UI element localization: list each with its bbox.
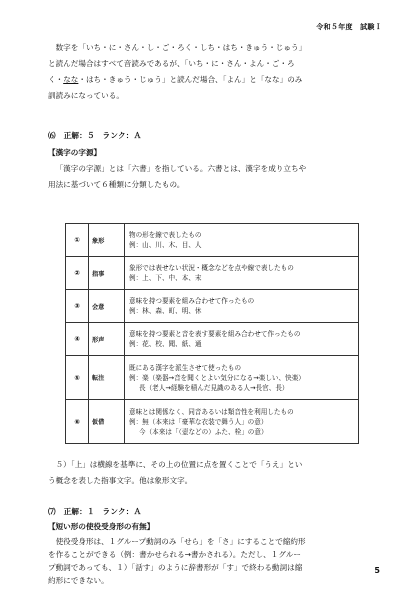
table-row	[66, 290, 359, 323]
desc-line: 象形では表せない状況・概念などを点や線で表したもの	[129, 264, 294, 272]
q6-subheading: 【漢字の字源】	[48, 148, 102, 157]
row-category: 会意	[89, 290, 125, 323]
page-number: 5	[374, 566, 380, 575]
desc-example-cont: 長（老人→経験を積んだ見識のある人→長官、長）	[139, 383, 289, 392]
desc-line: 意味とは関係なく、同音あるいは類音性を利用したもの	[129, 407, 294, 416]
row-category: 象形	[89, 224, 125, 257]
q6-text-line-2: 用法に基づいて６種類に分類したもの。	[48, 180, 185, 189]
intro-paragraph	[48, 40, 378, 104]
q6-intro	[48, 161, 378, 193]
intro-line-3b: ・はち・きゅう・じゅう」と読んだ場合、「よん」と「なな」のみ	[78, 75, 303, 84]
desc-line: 意味を持つ要素と音を表す要素を組み合わせて作ったもの	[129, 330, 301, 338]
row-description	[125, 356, 359, 400]
row-category: 指事	[89, 257, 125, 290]
row-number: ④	[66, 323, 89, 356]
desc-line: 意味を持つ要素を組み合わせて作ったもの	[129, 297, 255, 305]
row-number: ①	[66, 224, 89, 257]
q7-text-line-3: プ動詞であっても、１）「話す」のように辞書形が「す」で終わる動詞は縮	[48, 563, 303, 572]
row-number: ②	[66, 257, 89, 290]
q7-text-line-4: 約形にできない。	[48, 576, 109, 585]
table-row	[66, 356, 359, 400]
q7-heading: ⑺ 正解：１ ランク：Ａ	[48, 507, 142, 516]
q7-text-line-2: を作ることができる（例：書かせられる→書かされる）。ただし、１グルー	[48, 550, 301, 559]
row-number: ③	[66, 290, 89, 323]
intro-line-2: と読んだ場合はすべて音読みであるが、「いち・に・さん・よん・ご・ろ	[48, 59, 295, 68]
row-category: 仮借	[89, 400, 125, 444]
q7-text-line-1: 使役受身形は、１グループ動詞のみ「せら」を「さ」にすることで縮約形	[55, 537, 306, 546]
table-row	[66, 400, 359, 444]
row-description	[125, 290, 359, 323]
q6-heading: ⑹ 正解：５ ランク：Ａ	[48, 131, 142, 140]
q6-note	[48, 457, 378, 489]
row-description	[125, 323, 359, 356]
row-description	[125, 257, 359, 290]
row-number: ⑥	[66, 400, 89, 444]
desc-example: 例：無（本来は「豪華な衣装で舞う人」の意）	[129, 417, 268, 426]
desc-example: 例：林、森、町、明、休	[129, 307, 202, 315]
q7-subheading: 【短い形の使役受身形の有無】	[48, 522, 155, 531]
intro-line-4: 訓読みになっている。	[48, 91, 124, 100]
row-number: ⑤	[66, 356, 89, 400]
desc-example: 例：上、下、中、本、末	[129, 274, 202, 282]
intro-underlined-nana: なな	[63, 75, 79, 84]
desc-line: 既にある漢字を派生させて使ったもの	[129, 363, 242, 372]
row-category: 形声	[89, 323, 125, 356]
q6-note-line-2: う概念を表した指事文字。他は象形文字。	[48, 476, 193, 485]
intro-line-3a: く・	[48, 75, 64, 84]
page-header: 令和５年度 試験Ｉ	[316, 23, 382, 31]
row-category: 転注	[89, 356, 125, 400]
desc-example: 例：花、校、聞、紙、通	[129, 340, 202, 348]
table-row	[66, 224, 359, 257]
desc-example: 例：山、川、木、目、人	[129, 241, 202, 249]
q7-body	[48, 535, 378, 587]
row-description	[125, 400, 359, 444]
desc-example-cont: 今（本来は「（壺などの）ふた、栓」の意）	[139, 427, 268, 436]
intro-line-1: 数字を「いち・に・さん・し・ご・ろく・しち・はち・きゅう・じゅう」	[55, 43, 307, 52]
q6-note-line-1: ５）「上」は横線を基準に、その上の位置に点を置くことで「うえ」とい	[55, 460, 303, 469]
desc-example: 例：楽（楽器→音を聞くとよい気分になる→楽しい、快楽）	[129, 373, 305, 382]
q6-text-line-1: 「漢字の字源」とは「六書」を指している。六書とは、漢字を成り立ちや	[55, 164, 307, 173]
table-row	[66, 323, 359, 356]
row-description	[125, 224, 359, 257]
desc-line: 物の形を線で表したもの	[129, 231, 202, 239]
table-row	[66, 257, 359, 290]
rikusho-table	[65, 223, 359, 444]
